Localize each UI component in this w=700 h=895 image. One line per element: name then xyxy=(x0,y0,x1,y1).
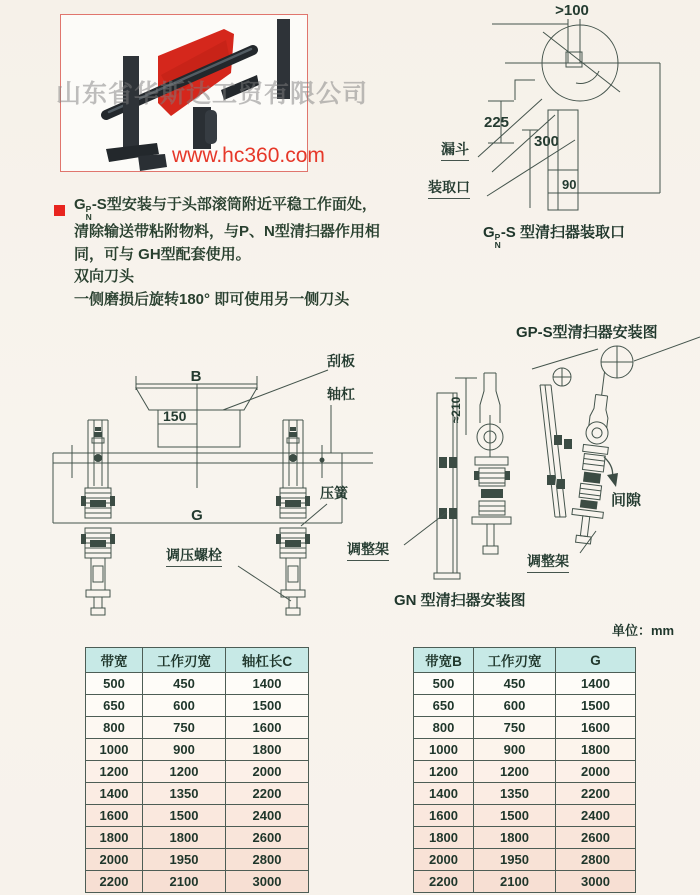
table-row xyxy=(414,849,636,871)
column-header: 工作刃宽 xyxy=(474,648,556,673)
dim-225: 225 xyxy=(484,114,510,131)
dim-gt100: >100 xyxy=(555,2,589,19)
table-cell: 1400 xyxy=(556,673,636,695)
photo-url-text: www.hc360.com xyxy=(172,144,325,167)
shaft-label: 轴杠 xyxy=(327,386,355,402)
table-cell: 450 xyxy=(474,673,556,695)
table-cell: 800 xyxy=(86,717,143,739)
table-row xyxy=(414,739,636,761)
spring-label: 压簧 xyxy=(320,485,348,501)
column-header: 轴杠长C xyxy=(226,648,309,673)
table-cell: 1600 xyxy=(86,805,143,827)
table-cell: 600 xyxy=(143,695,226,717)
port-label: 装取口 xyxy=(428,177,470,199)
table-cell: 2100 xyxy=(143,871,226,893)
table-cell: 450 xyxy=(143,673,226,695)
table-cell: 2600 xyxy=(556,827,636,849)
gap-label: 间隙 xyxy=(611,492,642,509)
table-cell: 1800 xyxy=(143,827,226,849)
table-cell: 1800 xyxy=(556,739,636,761)
port-diagram xyxy=(430,0,700,218)
table-cell: 1200 xyxy=(474,761,556,783)
table-cell: 1400 xyxy=(414,783,474,805)
table-cell: 800 xyxy=(414,717,474,739)
table-row xyxy=(414,717,636,739)
install-diagram xyxy=(340,315,700,615)
dim-150: 150 xyxy=(163,408,187,424)
table-cell: 1400 xyxy=(86,783,143,805)
table-row xyxy=(414,761,636,783)
table-row xyxy=(86,695,309,717)
table-cell: 1950 xyxy=(474,849,556,871)
table-cell: 2800 xyxy=(556,849,636,871)
table-cell: 3000 xyxy=(226,871,309,893)
table-cell: 900 xyxy=(474,739,556,761)
table-cell: 1500 xyxy=(474,805,556,827)
table-header-row xyxy=(414,648,636,673)
table-header-row xyxy=(86,648,309,673)
table-row xyxy=(86,761,309,783)
table-cell: 2000 xyxy=(86,849,143,871)
table-cell: 1200 xyxy=(143,761,226,783)
table-cell: 2400 xyxy=(556,805,636,827)
table-cell: 1350 xyxy=(474,783,556,805)
table-cell: 1800 xyxy=(86,827,143,849)
port-diagram-caption: G P N -S 型清扫器装取口 xyxy=(483,224,625,250)
gn-install-caption: GN 型清扫器安装图 xyxy=(394,592,526,609)
table-row xyxy=(86,739,309,761)
table-row xyxy=(414,805,636,827)
table-cell: 1500 xyxy=(143,805,226,827)
dim-90: 90 xyxy=(562,177,577,192)
table-cell: 1800 xyxy=(226,739,309,761)
table-row xyxy=(86,827,309,849)
column-header: 带宽B xyxy=(414,648,474,673)
table-cell: 2000 xyxy=(556,761,636,783)
table-cell: 1200 xyxy=(86,761,143,783)
intro-line-5: 一侧磨损后旋转180° 即可使用另一侧刀头 xyxy=(74,290,350,308)
adjust-frame-label-right: 调整架 xyxy=(527,551,569,573)
spec-table-left xyxy=(85,647,309,893)
watermark-text: 山东省华斯达工贸有限公司 xyxy=(56,80,369,108)
pressure-bolt-label: 调压螺栓 xyxy=(166,545,222,567)
table-cell: 2400 xyxy=(226,805,309,827)
spec-table-right xyxy=(413,647,636,893)
table-cell: 2200 xyxy=(226,783,309,805)
table-row xyxy=(414,673,636,695)
table-cell: 2200 xyxy=(556,783,636,805)
intro-line-2: 清除输送带粘附物料，与P、N型清扫器作用相 xyxy=(74,223,380,240)
table-row xyxy=(414,827,636,849)
left-leg-shape xyxy=(81,420,115,615)
intro-text xyxy=(74,194,484,311)
table-cell: 3000 xyxy=(556,871,636,893)
unit-note: 单位：mm xyxy=(612,623,675,638)
dim-300: 300 xyxy=(534,133,560,150)
intro-line-3: 同，可与 GH型配套使用。 xyxy=(74,245,251,263)
table-cell: 500 xyxy=(86,673,143,695)
table-cell: 750 xyxy=(474,717,556,739)
table-cell: 900 xyxy=(143,739,226,761)
table-row xyxy=(414,783,636,805)
dim-g: G xyxy=(191,507,203,524)
table-row xyxy=(86,805,309,827)
table-row xyxy=(414,871,636,893)
port-column-shape xyxy=(548,110,578,210)
adjust-frame-label-left: 调整架 xyxy=(347,539,389,561)
intro-line-4: 双向刀头 xyxy=(74,268,135,285)
table-row xyxy=(86,849,309,871)
table-cell: 1600 xyxy=(414,805,474,827)
table-cell: 1000 xyxy=(86,739,143,761)
table-cell: 500 xyxy=(414,673,474,695)
table-cell: 2600 xyxy=(226,827,309,849)
table-cell: 2200 xyxy=(414,871,474,893)
table-cell: 2200 xyxy=(86,871,143,893)
red-bullet xyxy=(54,205,65,216)
table-cell: 1500 xyxy=(556,695,636,717)
table-cell: 2000 xyxy=(226,761,309,783)
table-cell: 1800 xyxy=(474,827,556,849)
table-cell: 600 xyxy=(474,695,556,717)
column-header: 工作刃宽 xyxy=(143,648,226,673)
right-leg-shape xyxy=(276,420,310,615)
table-cell: 750 xyxy=(143,717,226,739)
gps-install-title: GP-S型清扫器安装图 xyxy=(516,324,658,341)
table-cell: 650 xyxy=(86,695,143,717)
table-cell: 2000 xyxy=(414,849,474,871)
table-cell: 1350 xyxy=(143,783,226,805)
table-row xyxy=(86,673,309,695)
column-header: 带宽 xyxy=(86,648,143,673)
blade-label: 刮板 xyxy=(327,353,355,369)
table-row xyxy=(414,695,636,717)
table-cell: 1800 xyxy=(414,827,474,849)
intro-line-1: G P N -S型安装与于头部滚筒附近平稳工作面处， xyxy=(74,196,377,222)
table-cell: 2100 xyxy=(474,871,556,893)
table-cell: 1200 xyxy=(414,761,474,783)
dim-210: ≈210 xyxy=(449,396,463,424)
dim-b: B xyxy=(190,368,202,385)
table-row xyxy=(86,783,309,805)
table-cell: 650 xyxy=(414,695,474,717)
funnel-label: 漏斗 xyxy=(441,139,469,161)
table-cell: 1600 xyxy=(556,717,636,739)
table-cell: 1400 xyxy=(226,673,309,695)
table-row xyxy=(86,871,309,893)
column-header: G xyxy=(556,648,636,673)
gps-install-shape xyxy=(532,337,700,553)
table-cell: 1500 xyxy=(226,695,309,717)
table-cell: 2800 xyxy=(226,849,309,871)
table-cell: 1600 xyxy=(226,717,309,739)
gn-install-shape xyxy=(404,373,511,579)
table-row xyxy=(86,717,309,739)
table-cell: 1950 xyxy=(143,849,226,871)
table-cell: 1000 xyxy=(414,739,474,761)
